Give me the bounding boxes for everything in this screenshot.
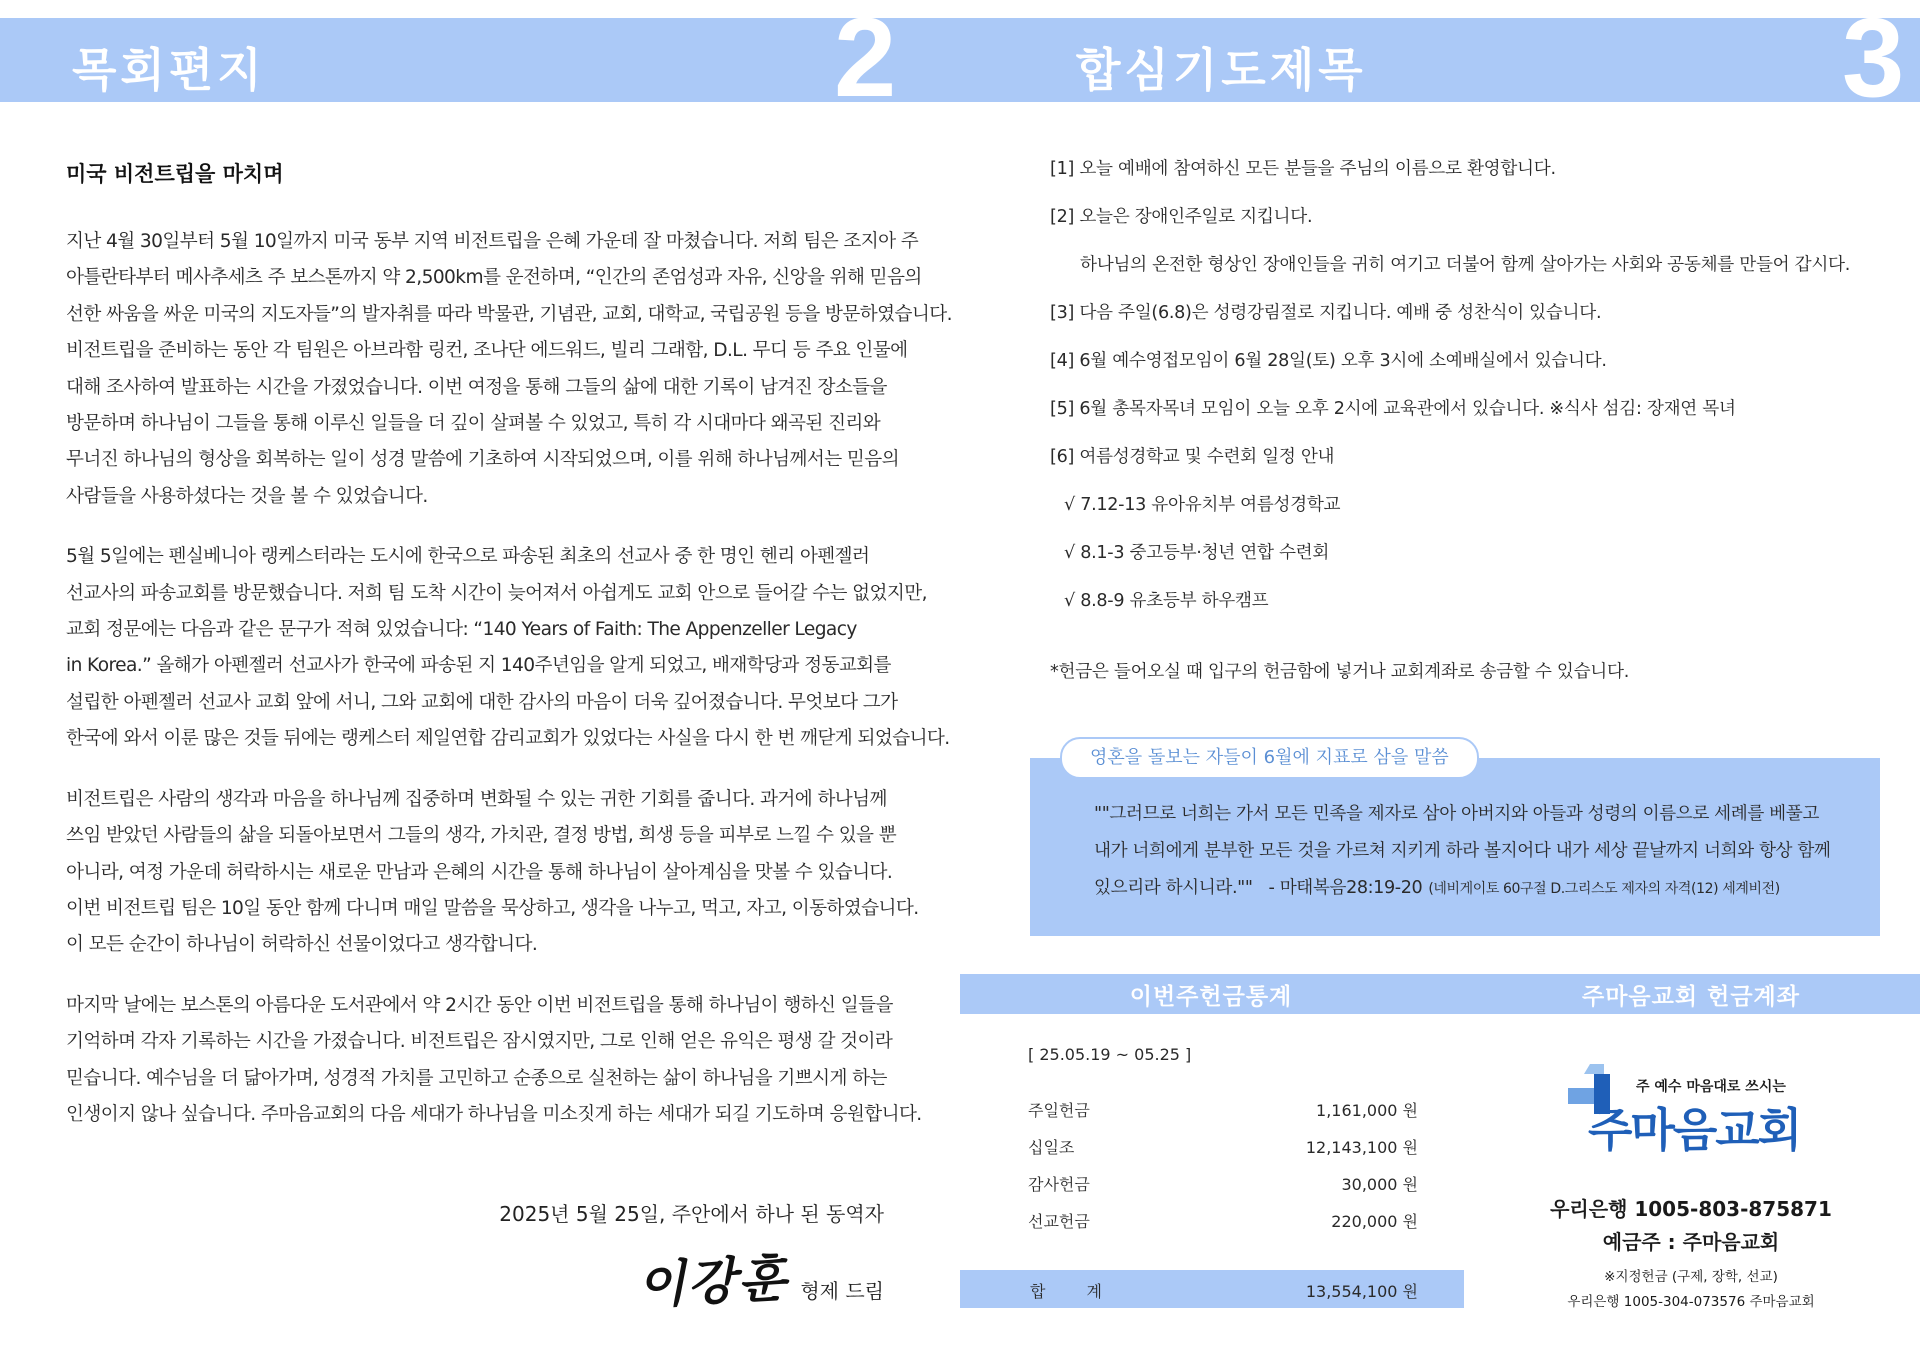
pastoral-letter <box>66 158 952 1157</box>
prayer-list <box>1050 154 1870 634</box>
letter-line: 비전트립은 사람의 생각과 마음을 하나님께 집중하며 변화될 수 있는 귀한 기회를 줍니다. 과거에 하나님께 <box>66 788 887 810</box>
offering-total-label: 합 계 <box>1030 1282 1120 1301</box>
offering-row-label: 감사헌금 <box>1028 1175 1090 1194</box>
letter-line: 5월 5일에는 펜실베니아 랭케스터라는 도시에 한국으로 파송된 최초의 선교사 중 한 명인 헨리 아펜젤러 <box>66 546 870 568</box>
signature-block <box>637 1242 884 1314</box>
letter-line: 대해 조사하여 발표하는 시간을 가졌었습니다. 이번 여정을 통해 그들의 삶에 대한 기록이 남겨진 장소들을 <box>66 376 887 398</box>
offering-row-label: 선교헌금 <box>1028 1212 1090 1231</box>
prayer-item: [5] 6월 총목자목녀 모임이 오늘 오후 2시에 교육관에서 있습니다. ※식사 섬김: 장재연 목녀 <box>1050 399 1736 419</box>
letter-paragraph <box>66 988 922 1134</box>
verse-line-end: 있으리라 하시니라."" <box>1094 878 1253 898</box>
offering-row-label: 십일조 <box>1028 1138 1075 1157</box>
letter-line: 기억하며 각자 기록하는 시간을 가졌습니다. 비전트립은 잠시였지만, 그로 인해 얻은 유익은 평생 갈 것이라 <box>66 1031 893 1053</box>
letter-line: 인생이지 않나 싶습니다. 주마음교회의 다음 세대가 하나님을 미소짓게 하는 세대가 되길 기도하며 응원합니다. <box>66 1103 922 1125</box>
letter-line: 방문하며 하나님이 그들을 통해 이루신 일들을 더 깊이 살펴볼 수 있었고, 특히 각 시대마다 왜곡된 진리와 <box>66 413 881 435</box>
prayer-item: [4] 6월 예수영접모임이 6월 28일(토) 오후 3시에 소예배실에서 있습니다. <box>1050 351 1607 371</box>
letter-body <box>66 224 952 1133</box>
letter-paragraph <box>66 782 919 964</box>
letter-line: 이 모든 순간이 하나님이 허락하신 선물이었다고 생각합니다. <box>66 934 538 956</box>
page-title-prayer: 합심기도제목 <box>1076 43 1367 97</box>
page-title-pastoral-letter: 목회편지 <box>72 43 266 97</box>
letter-line: 아틀란타부터 메사추세츠 주 보스톤까지 약 2,500km를 운전하며, “인간의 존엄성과 자유, 신앙을 위해 믿음의 <box>66 267 922 289</box>
verse-reference: - 마태복음28:19-20 <box>1268 878 1423 898</box>
prayer-item: [6] 여름성경학교 및 수련회 일정 안내 <box>1050 447 1335 467</box>
offering-row-value: 220,000 원 <box>1331 1212 1418 1231</box>
offering-title: 이번주헌금통계 <box>1129 983 1293 1010</box>
letter-paragraph <box>66 539 950 757</box>
designated-offering-note: ※지정헌금 (구제, 장학, 선교) <box>1604 1269 1778 1285</box>
verse-note: (네비게이토 60구절 D.그리스도 제자의 자격(12) 세계비전) <box>1428 881 1780 897</box>
letter-line: 마지막 날에는 보스톤의 아름다운 도서관에서 약 2시간 동안 이번 비전트립을 통해 하나님이 행하신 일들을 <box>66 994 893 1016</box>
offering-row-value: 30,000 원 <box>1341 1175 1418 1194</box>
letter-line: 믿습니다. 예수님을 더 닮아가며, 성경적 가치를 고민하고 순종으로 실천하는 삶이 하나님을 기쁘시게 하는 <box>66 1067 887 1089</box>
account-title-bar <box>1462 974 1920 1014</box>
prayer-item: √ 7.12-13 유아유치부 여름성경학교 <box>1064 495 1341 515</box>
account-title: 주마음교회 헌금계좌 <box>1582 983 1800 1010</box>
offering-row <box>1028 1098 1418 1121</box>
letter-line: 쓰임 받았던 사람들의 삶을 되돌아보면서 그들의 생각, 가치관, 결정 방법, 희생 등을 피부로 느낄 수 있을 뿐 <box>66 825 897 847</box>
letter-line: 무너진 하나님의 형상을 회복하는 일이 성경 말씀에 기초하여 시작되었으며, 이를 위해 하나님께서는 믿음의 <box>66 449 899 471</box>
signature-name: 이강훈 <box>636 1248 790 1315</box>
offering-total-value: 13,554,100 원 <box>1305 1282 1418 1301</box>
prayer-item: [2] 오늘은 장애인주일로 지킵니다. <box>1050 207 1313 227</box>
header-bar-left <box>0 18 962 102</box>
offering-row <box>1028 1135 1418 1158</box>
bank-account-line: 우리은행 1005-803-875871 <box>1550 1197 1832 1221</box>
signature-suffix: 형제 드림 <box>800 1279 884 1303</box>
letter-line: 선한 싸움을 싸운 미국의 지도자들”의 발자취를 따라 박물관, 기념관, 교회, 대학교, 국립공원 등을 방문하였습니다. <box>66 303 952 325</box>
prayer-item: [1] 오늘 예배에 참여하신 모든 분들을 주님의 이름으로 환영합니다. <box>1050 159 1556 179</box>
logo-name: 주마음교회 <box>1588 1103 1801 1157</box>
letter-line: 한국에 와서 이룬 많은 것들 뒤에는 랭케스터 제일연합 감리교회가 있었다는 사실을 다시 한 번 깨닫게 되었습니다. <box>66 728 950 750</box>
letter-line: 비전트립을 준비하는 동안 각 팀원은 아브라함 링컨, 조나단 에드워드, 빌리 그래함, D.L. 무디 등 주요 인물에 <box>66 340 908 362</box>
letter-line: 아니라, 여정 가운데 허락하시는 새로운 만남과 은혜의 시간을 통해 하나님이 살아계심을 맛볼 수 있습니다. <box>66 861 893 883</box>
prayer-item: [3] 다음 주일(6.8)은 성령강림절로 지킵니다. 예배 중 성찬식이 있습니다. <box>1050 303 1602 323</box>
offering-row-label: 주일헌금 <box>1028 1101 1090 1120</box>
letter-line: 지난 4월 30일부터 5월 10일까지 미국 동부 지역 비전트립을 은혜 가운데 잘 마쳤습니다. 저희 팀은 조지아 주 <box>66 231 919 252</box>
letter-paragraph <box>66 224 952 515</box>
prayer-item: √ 8.8-9 유초등부 하우캠프 <box>1064 591 1269 611</box>
letter-date-line: 2025년 5월 25일, 주안에서 하나 된 동역자 <box>499 1202 884 1226</box>
page-number-left: 2 <box>834 18 897 102</box>
offering-row-value: 12,143,100 원 <box>1305 1138 1418 1157</box>
letter-line: 이번 비전트립 팀은 10일 동안 함께 다니며 매일 말씀을 묵상하고, 생각을 나누고, 먹고, 자고, 이동하였습니다. <box>66 897 919 919</box>
offering-row-value: 1,161,000 원 <box>1316 1101 1418 1120</box>
letter-line: 설립한 아펜젤러 선교사 교회 앞에 서니, 그와 교회에 대한 감사의 마음이 더욱 깊어졌습니다. 무엇보다 그가 <box>66 691 898 713</box>
offering-title-bar <box>960 974 1462 1014</box>
prayer-item: √ 8.1-3 중고등부·청년 연합 수련회 <box>1064 543 1330 563</box>
letter-line: in Korea.” 올해가 아펜젤러 선교사가 한국에 파송된 지 140주년임을 알게 되었고, 배재학당과 정동교회를 <box>66 655 891 677</box>
offering-row <box>1028 1209 1418 1232</box>
prayer-item: 하나님의 온전한 형상인 장애인들을 귀히 여기고 더불어 함께 살아가는 사회와 공동체를 만들어 갑시다. <box>1080 255 1851 275</box>
verse-text <box>1094 796 1864 908</box>
account-holder-line: 예금주 : 주마음교회 <box>1602 1230 1780 1254</box>
offering-period: [ 25.05.19 ~ 05.25 ] <box>1028 1045 1192 1064</box>
letter-line: 사람들을 사용하셨다는 것을 볼 수 있었습니다. <box>66 485 428 507</box>
logo-tagline: 주 예수 마음대로 쓰시는 <box>1636 1079 1786 1095</box>
verse-tab-label: 영혼을 돌보는 자들이 6월에 지표로 삼을 말씀 <box>1060 737 1479 779</box>
offering-note: *헌금은 들어오실 때 입구의 헌금함에 넣거나 교회계좌로 송금할 수 있습니다. <box>1050 662 1629 682</box>
letter-line: 교회 정문에는 다음과 같은 문구가 적혀 있었습니다: “140 Years of Faith: The Appenzeller Legacy <box>66 619 857 641</box>
letter-title: 미국 비전트립을 마치며 <box>66 162 284 186</box>
offering-row <box>1028 1172 1418 1195</box>
designated-account-line: 우리은행 1005-304-073576 주마음교회 <box>1567 1294 1815 1310</box>
verse-line-last <box>1094 870 1864 908</box>
page-number-right: 3 <box>1842 18 1905 102</box>
letter-line: 선교사의 파송교회를 방문했습니다. 저희 팀 도착 시간이 늦어져서 아쉽게도 교회 안으로 들어갈 수는 없었지만, <box>66 582 927 604</box>
verse-line: 내가 너희에게 분부한 모든 것을 가르쳐 지키게 하라 볼지어다 내가 세상 끝날까지 너희와 항상 함께 <box>1094 841 1831 861</box>
header-bar-right <box>962 18 1920 102</box>
verse-line: ""그러므로 너희는 가서 모든 민족을 제자로 삼아 아버지와 아들과 성령의 이름으로 세례를 베풀고 <box>1094 804 1819 824</box>
